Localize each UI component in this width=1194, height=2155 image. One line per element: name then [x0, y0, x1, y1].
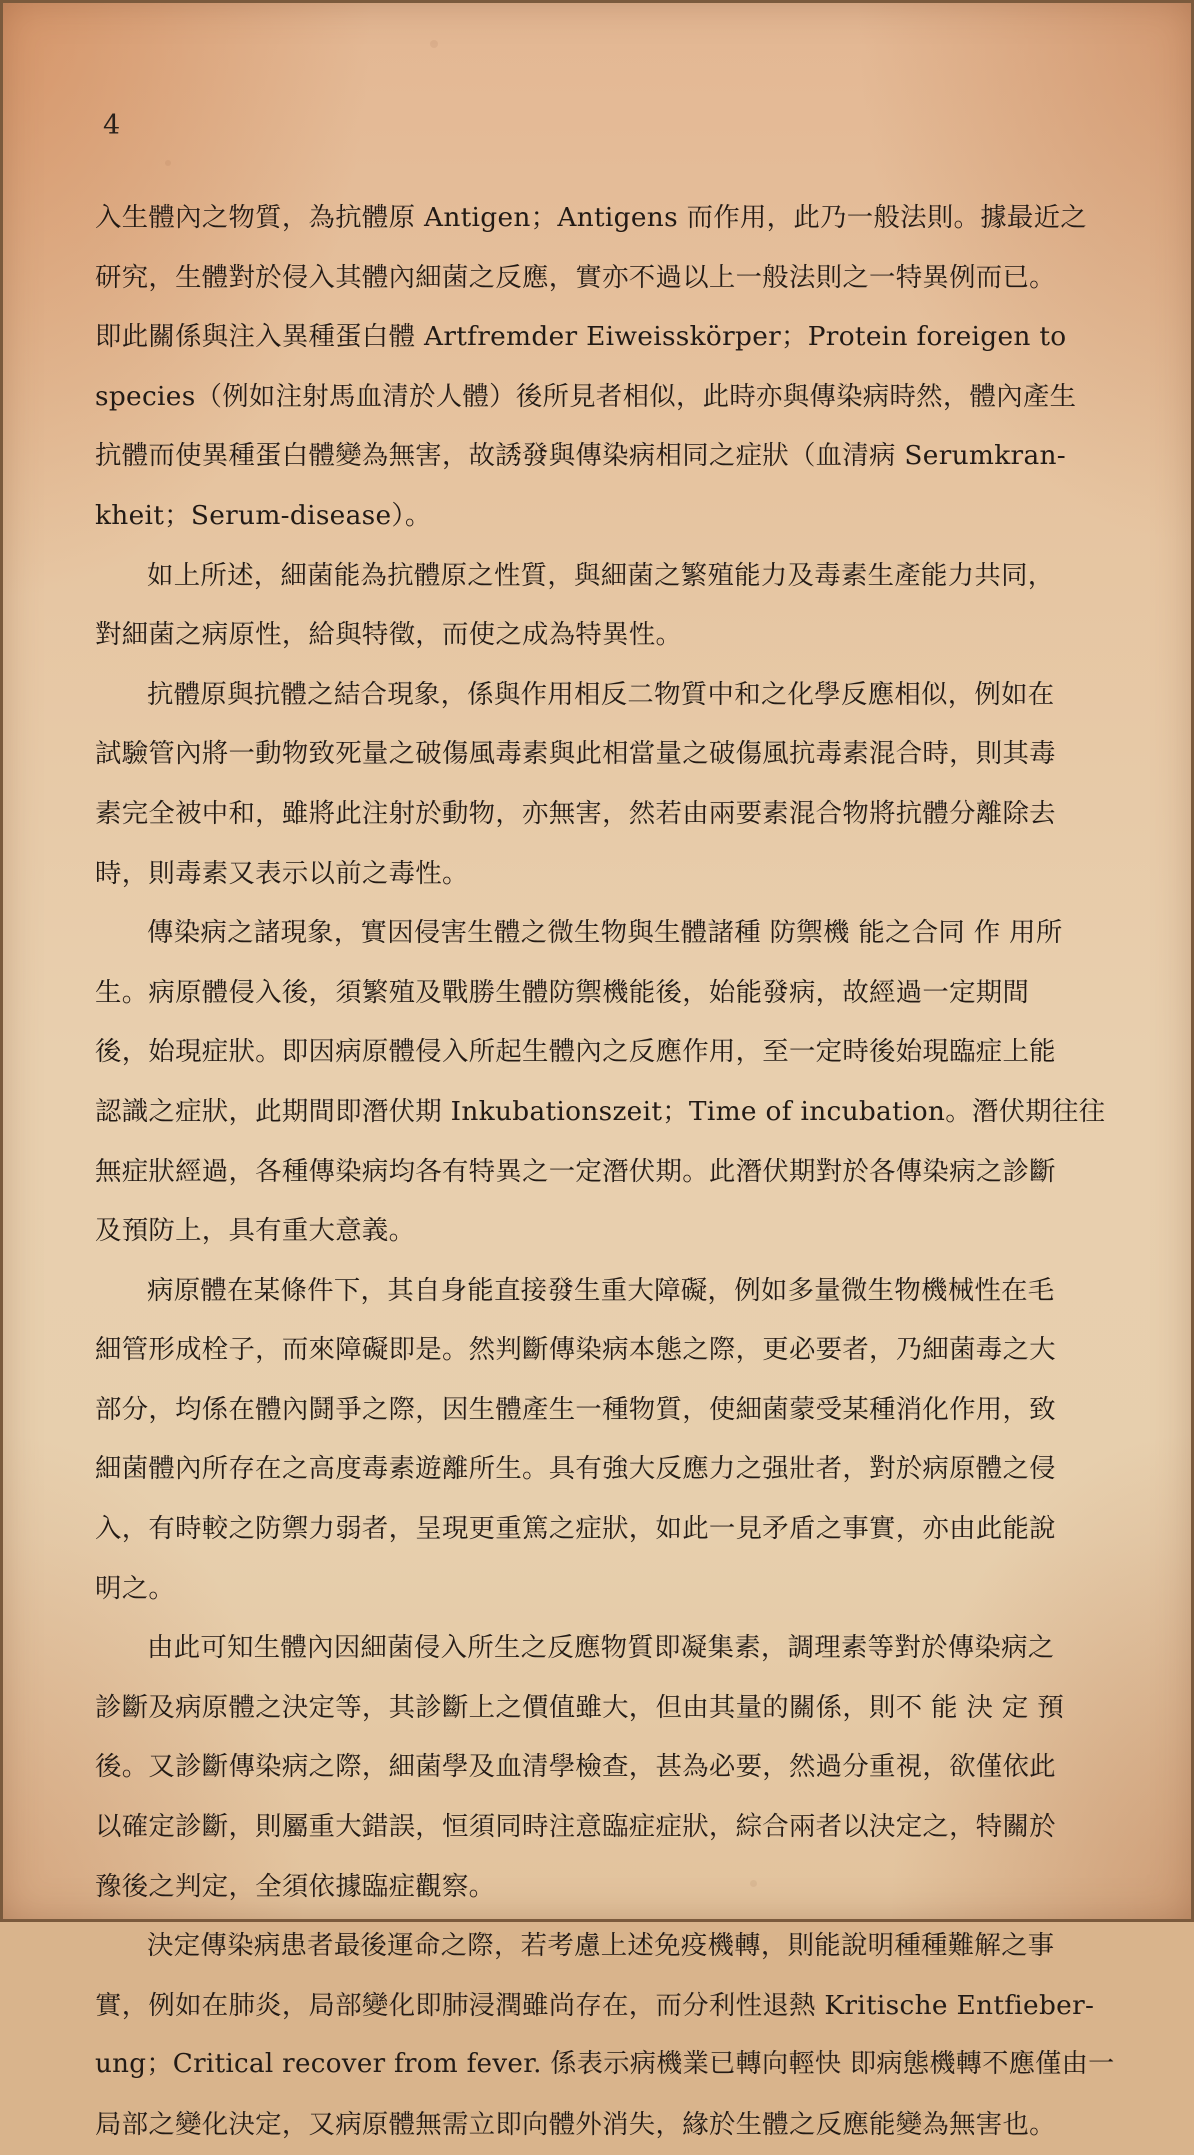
paragraph: [95, 1916, 1120, 2154]
text-line: ung；Critical recover from fever. 係表示病機業已轉向輕快 即病態機轉不應僅由一: [95, 2049, 1115, 2080]
text-line: 以確定診斷，則屬重大錯誤，恒須同時注意臨症症狀，綜合兩者以決定之，特關於: [95, 1811, 1056, 1843]
text-line: 抗體而使異種蛋白體變為無害，故誘發與傳染病相同之症狀（血清病 Serumkran-: [95, 440, 1066, 472]
text-line: 時，則毒素又表示以前之毒性。: [95, 857, 469, 889]
text-line: 無症狀經過，各種傳染病均各有特異之一定潛伏期。此潛伏期對於各傳染病之診斷: [95, 1155, 1056, 1187]
paragraph: [95, 665, 1120, 903]
text-line: 豫後之判定，全須依據臨症觀察。: [95, 1870, 496, 1902]
text-line: 如上所述，細菌能為抗體原之性質，與細菌之繁殖能力及毒素生產能力共同，: [147, 559, 1055, 591]
text-line: 由此可知生體內因細菌侵入所生之反應物質即凝集素，調理素等對於傳染病之: [147, 1632, 1055, 1664]
page-number: 4: [103, 110, 121, 141]
text-line: 即此關係與注入異種蛋白體 Artfremder Eiweisskörper；Protein foreigen to: [95, 321, 1067, 353]
text-line: 入生體內之物質，為抗體原 Antigen；Antigens 而作用，此乃一般法則。據最近之: [95, 202, 1087, 233]
paper-speck: [430, 40, 438, 48]
paper-speck: [165, 160, 171, 166]
text-line: 入，有時較之防禦力弱者，呈現更重篤之症狀，如此一見矛盾之事實，亦由此能說: [95, 1513, 1056, 1545]
text-line: 局部之變化決定，又病原體無需立即向體外消失，緣於生體之反應能變為無害也。: [95, 2109, 1056, 2140]
text-line: 後。又診斷傳染病之際，細菌學及血清學檢查，甚為必要，然過分重視，欲僅依此: [95, 1751, 1056, 1783]
text-line: 對細菌之病原性，給與特徵，而使之成為特異性。: [95, 619, 683, 651]
text-line: 診斷及病原體之決定等，其診斷上之價值雖大，但由其量的關係，則不 能 決 定 預: [95, 1691, 1064, 1723]
text-line: 明之。: [95, 1572, 176, 1604]
text-line: 決定傳染病患者最後運命之際，若考慮上述免疫機轉，則能說明種種難解之事: [147, 1930, 1055, 1962]
text-line: 及預防上，具有重大意義。: [95, 1215, 416, 1247]
text-line: 細管形成栓子，而來障礙即是。然判斷傳染病本態之際，更必要者，乃細菌毒之大: [95, 1334, 1056, 1366]
text-line: 試驗管內將一動物致死量之破傷風毒素與此相當量之破傷風抗毒素混合時，則其毒: [95, 738, 1056, 770]
text-line: 抗體原與抗體之結合現象，係與作用相反二物質中和之化學反應相似，例如在: [147, 678, 1055, 710]
body-text: [95, 188, 1120, 2155]
paragraph: [95, 1618, 1120, 1916]
paragraph: [95, 188, 1120, 546]
text-line: kheit；Serum-disease）。: [95, 499, 432, 531]
text-line: 生。病原體侵入後，須繁殖及戰勝生體防禦機能後，始能發病，故經過一定期間: [95, 976, 1030, 1008]
text-line: 部分，均係在體內鬪爭之際，因生體產生一種物質，使細菌蒙受某種消化作用，致: [95, 1393, 1056, 1425]
text-line: 細菌體內所存在之高度毒素遊離所生。具有強大反應力之强壯者，對於病原體之侵: [95, 1453, 1056, 1485]
text-line: 病原體在某條件下，其自身能直接發生重大障礙，例如多量微生物機械性在毛: [147, 1274, 1055, 1306]
text-line: 認識之症狀，此期間即潛伏期 Inkubationszeit；Time of incubation。潛伏期往往: [95, 1095, 1106, 1127]
text-line: 實，例如在肺炎，局部變化即肺浸潤雖尚存在，而分利性退熱 Kritische Entfieber-: [95, 1989, 1095, 2021]
text-line: 傳染病之諸現象，實因侵害生體之微生物與生體諸種 防禦機 能之合同 作 用所: [147, 917, 1063, 949]
paragraph: [95, 903, 1120, 1261]
text-line: 後，始現症狀。即因病原體侵入所起生體內之反應作用，至一定時後始現臨症上能: [95, 1036, 1056, 1068]
paragraph: [95, 1261, 1120, 1619]
paragraph: [95, 546, 1120, 665]
text-line: 研究，生體對於侵入其體內細菌之反應，實亦不過以上一般法則之一特異例而已。: [95, 261, 1056, 293]
text-line: 素完全被中和，雖將此注射於動物，亦無害，然若由兩要素混合物將抗體分離除去: [95, 797, 1056, 829]
text-line: species（例如注射馬血清於人體）後所見者相似，此時亦與傳染病時然，體內產生: [95, 380, 1077, 412]
